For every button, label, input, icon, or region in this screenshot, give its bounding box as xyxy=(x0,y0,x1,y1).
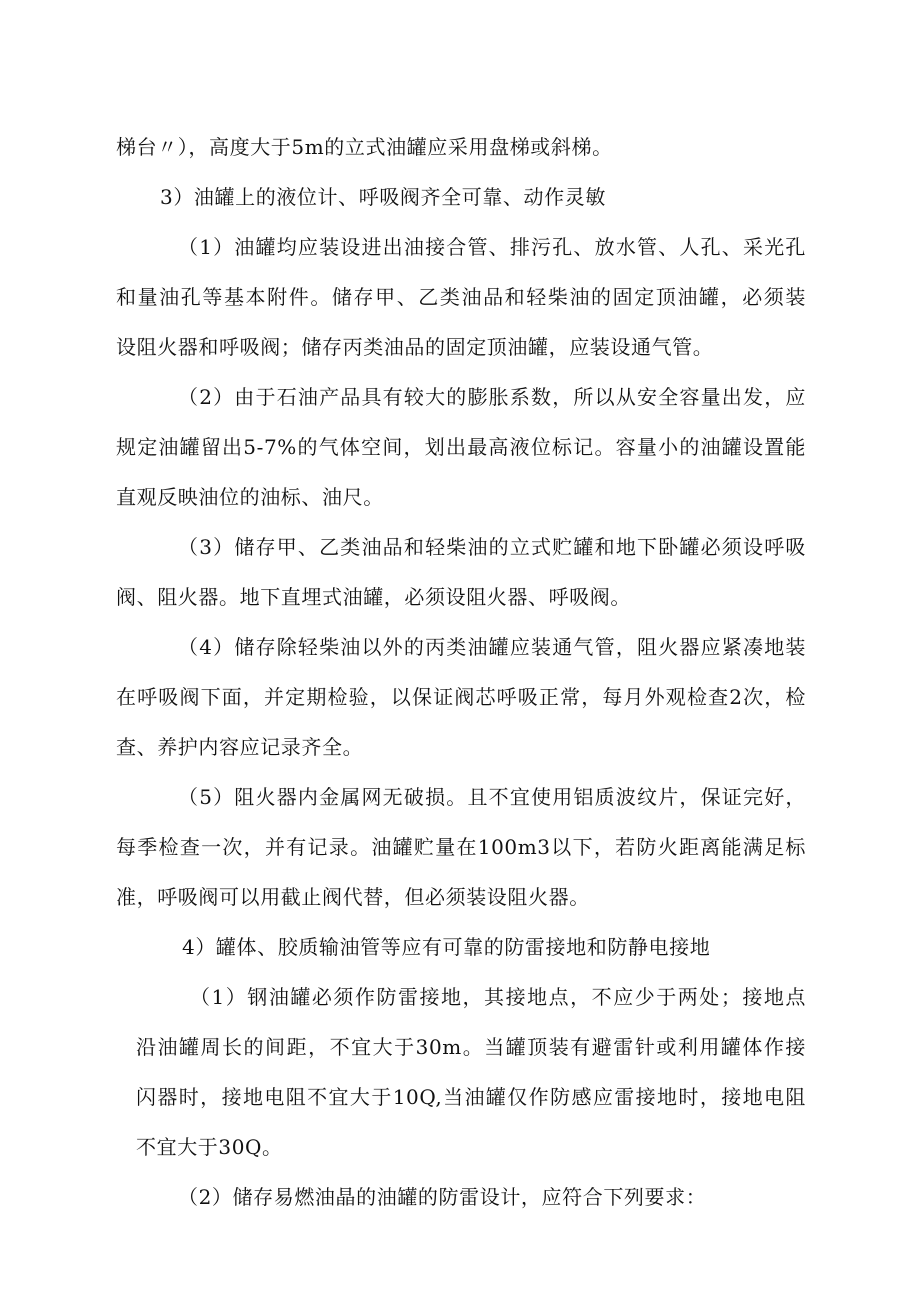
text-line-11: （4）储存除轻柴油以外的丙类油罐应装通气管，阻火器应紧凑地装 xyxy=(178,635,806,659)
text-line-21: 不宜大于30Q。 xyxy=(136,1135,283,1159)
text-line-12: 在呼吸阀下面，并定期检验，以保证阀芯呼吸正常，每月外观检查2次，检 xyxy=(116,685,806,709)
text-line-6: （2）由于石油产品具有较大的膨胀系数，所以从安全容量出发，应 xyxy=(178,385,806,409)
text-line-16: 准，呼吸阀可以用截止阀代替，但必须装设阻火器。 xyxy=(116,885,590,909)
text-line-13: 查、养护内容应记录齐全。 xyxy=(116,735,364,759)
text-line-18: （1）钢油罐必须作防雷接地，其接地点，不应少于两处；接地点 xyxy=(190,985,806,1009)
text-line-7: 规定油罐留出5-7%的气体空间，划出最高液位标记。容量小的油罐设置能 xyxy=(116,435,806,459)
text-line-14: （5）阻火器内金属网无破损。且不宜使用铝质波纹片，保证完好， xyxy=(178,785,806,809)
text-line-10: 阀、阻火器。地下直埋式油罐，必须设阻火器、呼吸阀。 xyxy=(116,585,631,609)
text-line-5: 设阻火器和呼吸阀；储存丙类油品的固定顶油罐，应装设通气管。 xyxy=(116,335,714,359)
text-line-20: 闪器时，接地电阻不宜大于10Q,当油罐仅作防感应雷接地时，接地电阻 xyxy=(136,1085,806,1109)
text-line-15: 每季检查一次，并有记录。油罐贮量在100m3以下，若防火距离能满足标 xyxy=(116,835,806,859)
text-line-9: （3）储存甲、乙类油品和轻柴油的立式贮罐和地下卧罐必须设呼吸 xyxy=(178,535,806,559)
text-line-22: （2）储存易燃油晶的油罐的防雷设计，应符合下列要求： xyxy=(178,1185,707,1209)
text-line-1: 梯台〃），高度大于5m的立式油罐应采用盘梯或斜梯。 xyxy=(116,135,613,159)
text-line-17: 4）罐体、胶质输油管等应有可靠的防雷接地和防静电接地 xyxy=(182,935,711,959)
text-line-2: 3）油罐上的液位计、呼吸阀齐全可靠、动作灵敏 xyxy=(160,185,606,209)
text-line-8: 直观反映油位的油标、油尺。 xyxy=(116,485,384,509)
text-line-4: 和量油孔等基本附件。储存甲、乙类油品和轻柴油的固定顶油罐，必须装 xyxy=(116,285,806,309)
text-line-19: 沿油罐周长的间距，不宜大于30m。当罐顶装有避雷针或利用罐体作接 xyxy=(136,1035,806,1059)
text-line-3: （1）油罐均应装设进出油接合管、排污孔、放水管、人孔、采光孔 xyxy=(178,235,806,259)
